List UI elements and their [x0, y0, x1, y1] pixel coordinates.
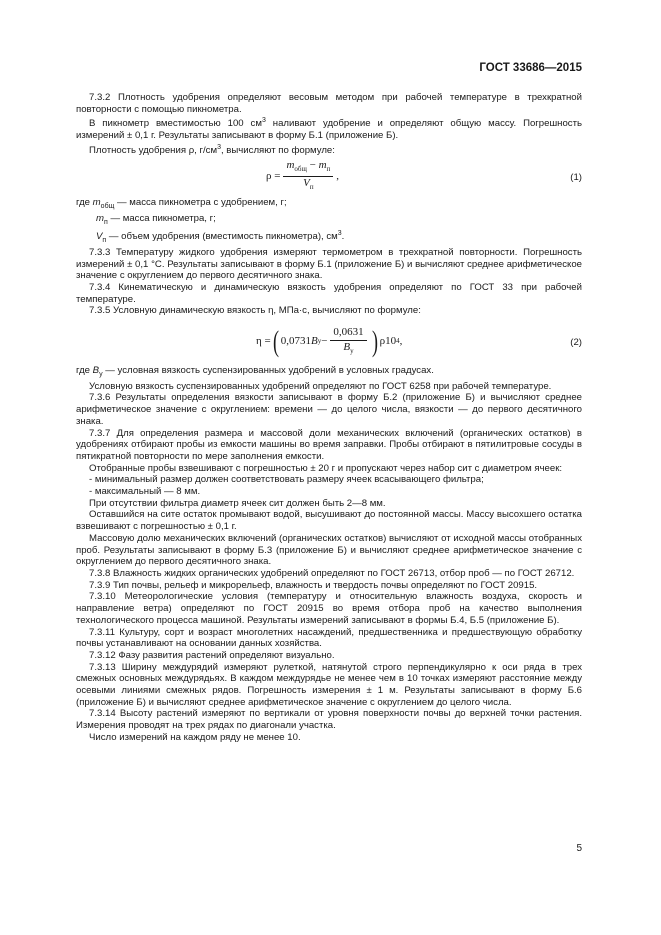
paragraph-7-3-3: 7.3.3 Температуру жидкого удобрения измеряют термометром в трехкратной повторности. Погрешность измерений ± 0,1 °С. Результаты записывают в форму Б.1 (приложение Б) и вычисляют среднее арифметическое значение с округлением до первого десятичного знака.	[76, 246, 582, 282]
formula-1	[76, 160, 582, 194]
paragraph-7-3-8: 7.3.8 Влажность жидких органических удобрений определяют по ГОСТ 26713, отбор проб — по ГОСТ 26712.	[89, 567, 575, 579]
formula-1-expression: ρ = $\frac{m_{общ} - m_п}{V_п}$ ,	[266, 160, 339, 194]
formula-1-number: (1)	[570, 171, 582, 183]
paragraph-7-3-13: 7.3.13 Ширину междурядий измеряют рулеткой, натянутой строго перпендикулярно к оси ряда в трех смежных основных междурядьях. В каждом междурядье не менее чем в 10 точках измеряют расстояние между осевыми линиями смежных рядов. Погрешность измерения ± 1 м. Результаты записывают в форму Б.6 (приложение Б) и вычисляют среднее арифметическое значение с округлением до целого числа.	[76, 661, 582, 708]
paragraph-conditional-viscosity: Условную вязкость суспензированных удобрений определяют по ГОСТ 6258 при рабочей температуре.	[89, 380, 552, 392]
paragraph-7-3-6: 7.3.6 Результаты определения вязкости записывают в форму Б.2 (приложение Б) и вычисляют среднее арифметическое значение с округлением: времени — до целого числа, вязкости — до первого десятичного знака.	[76, 392, 582, 427]
paragraph-7-3-11: 7.3.11 Культуру, сорт и возраст многолетних насаждений, предшественника и предшествующую обработку почвы устанавливают на основании данных хозяйства.	[76, 626, 582, 650]
paragraph-7-3-2: 7.3.2 Плотность удобрения определяют весовым методом при рабочей температуре в трехкратной повторности с помощью пикнометра.	[76, 92, 582, 115]
page-number: 5	[576, 843, 582, 854]
where-b-conditional-viscosity: где $B_y$ — условная вязкость суспензированных удобрений в условных градусах.	[76, 365, 434, 379]
paragraph-residue-washing: Оставшийся на сите остаток промывают водой, высушивают до постоянной массы. Массу высохшего остатка взвешивают с погрешностью ± 0,1 г.	[76, 509, 582, 533]
formula-2-number: (2)	[570, 337, 582, 349]
formula-1-fraction: $\frac{m_{общ} - m_п}{V_п}$	[283, 160, 333, 195]
paragraph-7-3-7: 7.3.7 Для определения размера и массовой доли механических включений (органических остатков) в удобрениях отбирают пробы из емкости машины во время заправки. Пробы отбирают в пятилитровые сосуды в пятикратной повторности по мере заполнения емкости.	[76, 427, 582, 462]
paragraph-7-3-5: 7.3.5 Условную динамическую вязкость η, МПа·с, вычисляют по формуле:	[89, 305, 421, 317]
paragraph-density-formula-intro: Плотность удобрения ρ, $г/см^3$, вычисляют по формуле:	[89, 144, 335, 157]
paragraph-measurement-count: Число измерений на каждом ряду не менее 10.	[89, 731, 301, 743]
paragraph-sieve-weighing: Отобранные пробы взвешивают с погрешностью ± 20 г и пропускают через набор сит с диаметром ячеек:	[89, 462, 563, 474]
paragraph-mass-fraction: Массовую долю механических включений (органических остатков) вычисляют от исходной массы отобранных проб. Результаты записывают в форму Б.3 (приложение Б) и вычисляют среднее арифметическое значение с округлением до первого десятичного знака.	[76, 532, 582, 568]
document-header: ГОСТ 33686—2015	[479, 62, 582, 74]
paragraph-7-3-4: 7.3.4 Кинематическую и динамическую вязкость удобрения определяют по ГОСТ 33 при рабочей температуре.	[76, 282, 582, 305]
paragraph-pycnometer: В пикнометр вместимостью 100 $см^3$ наливают удобрение и определяют общую массу. Погрешность измерений ± 0,1 г. Результаты записывают в форму Б.1 (приложение Б).	[76, 117, 582, 142]
where-v-volume: $V_п$ — объем удобрения (вместимость пикнометра), $см^3$.	[96, 230, 345, 245]
paragraph-7-3-10: 7.3.10 Метеорологические условия (температуру и относительную влажность воздуха, скорость и направление ветра) определяют по ГОСТ 20915 во время отбора проб на качество выполнения технологического процесса машиной. Результаты измерений записывают в формы Б.4, Б.5 (приложение Б).	[76, 591, 582, 626]
document-body	[76, 92, 582, 744]
paragraph-7-3-9: 7.3.9 Тип почвы, рельеф и микрорельеф, влажность и твердость почвы определяют по ГОСТ 20915.	[89, 579, 538, 591]
list-item-max-size: - максимальный — 8 мм.	[89, 486, 201, 498]
paragraph-7-3-14: 7.3.14 Высоту растений измеряют по вертикали от уровня поверхности почвы до верхней точки растения. Измерения проводят на трех рядах по диагонали участка.	[76, 708, 582, 732]
where-m-total: где $m_{общ}$ — масса пикнометра с удобрением, г;	[76, 196, 287, 210]
formula-2	[76, 323, 582, 361]
list-item-min-size: - минимальный размер должен соответствовать размеру ячеек всасывающего фильтра;	[89, 474, 484, 486]
formula-2-expression: η = ( 0,0731 B y − $\frac{0,0631}{B_y}$ ) ρ10 4 ,	[256, 325, 403, 359]
where-m-pycnometer: $m_п$ — масса пикнометра, г;	[96, 212, 216, 226]
paragraph-no-filter: При отсутствии фильтра диаметр ячеек сит должен быть 2—8 мм.	[89, 497, 386, 509]
formula-2-fraction: $\frac{0,0631}{B_y}$	[330, 327, 366, 358]
paragraph-7-3-12: 7.3.12 Фазу развития растений определяют визуально.	[89, 649, 335, 661]
